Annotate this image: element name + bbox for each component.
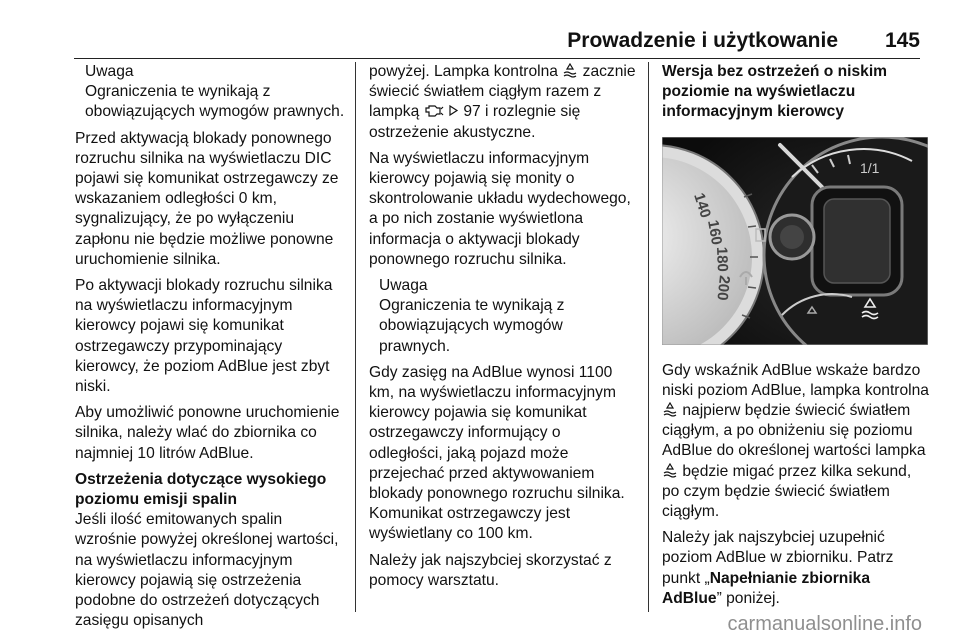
paragraph: Przed aktywacją blokady ponownego rozruchu silnika na wyświetlaczu DIC pojawi się komunikat ostrzegawczy ze wskazaniem odległości 0 km, sygnalizujący, że po wyłączeniu zapłonu nie będzie możliwe ponowne uruchomienie silnika. <box>75 129 339 268</box>
instrument-cluster-figure <box>662 137 928 345</box>
adblue-warning-icon <box>662 402 678 417</box>
paragraph: Należy jak najszybciej skorzystać z pomocy warsztatu. <box>369 551 612 589</box>
section-heading: Wersja bez ostrzeżeń o niskim poziomie na wyświetlaczu informacyjnym kierowcy <box>662 63 888 121</box>
speed-label: 140 <box>690 190 715 220</box>
note-box <box>369 276 637 357</box>
page-reference-arrow-icon <box>448 103 459 118</box>
header-title: Prowadzenie i użytkowanie <box>567 29 838 52</box>
section-heading: Ostrzeżenia dotyczące wysokiego poziomu emisji spalin <box>75 470 327 509</box>
column-2 <box>369 62 637 597</box>
paragraph-part: Gdy wskaźnik AdBlue wskaże bardzo niski poziom AdBlue, lampka kontrolna <box>662 361 929 399</box>
speed-label: 200 <box>713 274 733 301</box>
fuel-gauge-label: 1/1 <box>860 159 880 176</box>
column-divider <box>355 62 356 612</box>
cross-reference: Napełnianie zbiornika AdBlue <box>662 569 870 607</box>
speed-label: 160 <box>704 218 726 246</box>
paragraph-part: ” poniżej. <box>716 589 780 607</box>
paragraph: Jeśli ilość emitowanych spalin wzrośnie powyżej określonej wartości, na wyświetlaczu informacyjnym kierowcy pojawią się ostrzeżenia podobne do ostrzeżeń dotyczących zasięgu opisanych <box>75 511 339 630</box>
paragraph: Gdy zasięg na AdBlue wynosi 1100 km, na wyświetlaczu informacyjnym kierowcy pojawia się komunikat ostrzegawczy informujący o odległości, jaką pojazd może przejechać przed aktywowaniem blokady ponownego rozruchu silnika. Komunikat ostrzegawczy jest wyświetlany co 100 km. <box>369 363 625 543</box>
paragraph-part: zacznie świecić światłem ciągłym razem z lampką <box>369 63 636 121</box>
paragraph-part: Należy jak najszybciej uzupełnić poziom AdBlue w zbiorniku. Patrz punkt „ <box>662 529 894 587</box>
paragraph-part: i rozlegnie się ostrzeżenie akustyczne. <box>369 103 581 141</box>
paragraph-part: najpierw będzie świecić światłem ciągłym, a po obniżeniu się poziomu AdBlue do określonej wartości lampka <box>662 402 926 460</box>
page-number: 145 <box>884 29 920 52</box>
column-3 <box>662 62 930 615</box>
paragraph: Aby umożliwić ponowne uruchomienie silnika, należy wlać do zbiornika co najmniej 10 litrów AdBlue. <box>75 404 340 462</box>
paragraph-part: będzie migać przez kilka sekund, po czym będzie świecić światłem ciągłym. <box>662 462 912 521</box>
note-title: Uwaga <box>379 277 428 295</box>
note-box <box>75 62 347 123</box>
watermark: carmanualsonline.info <box>727 613 922 635</box>
column-divider <box>648 62 649 612</box>
paragraph-part: powyżej. Lampka kontrolna <box>369 63 558 80</box>
note-text: Ograniczenia te wynikają z obowiązujących wymogów prawnych. <box>379 297 565 355</box>
column-1 <box>75 62 347 631</box>
page-header <box>74 20 920 56</box>
page-reference: 97 <box>463 103 481 121</box>
paragraph: Na wyświetlaczu informacyjnym kierowcy pojawią się monity o skontrolowanie układu wydechowego, a po nich zostanie wyświetlona informacja o aktywacji blokady ponownego rozruchu silnika. <box>369 149 631 268</box>
speed-label: 180 <box>713 246 731 272</box>
adblue-warning-icon <box>562 63 578 78</box>
adblue-warning-icon <box>662 463 678 478</box>
engine-malfunction-icon <box>424 103 444 118</box>
paragraph: Po aktywacji blokady rozruchu silnika na wyświetlaczu informacyjnym kierowcy pojawi się komunikat ostrzegawczy przypominający kierowcy, że poziom AdBlue jest zbyt niski. <box>75 277 333 396</box>
header-rule <box>74 58 920 59</box>
note-text: Ograniczenia te wynikają z obowiązujących wymogów prawnych. <box>85 83 345 121</box>
note-title: Uwaga <box>85 63 134 80</box>
